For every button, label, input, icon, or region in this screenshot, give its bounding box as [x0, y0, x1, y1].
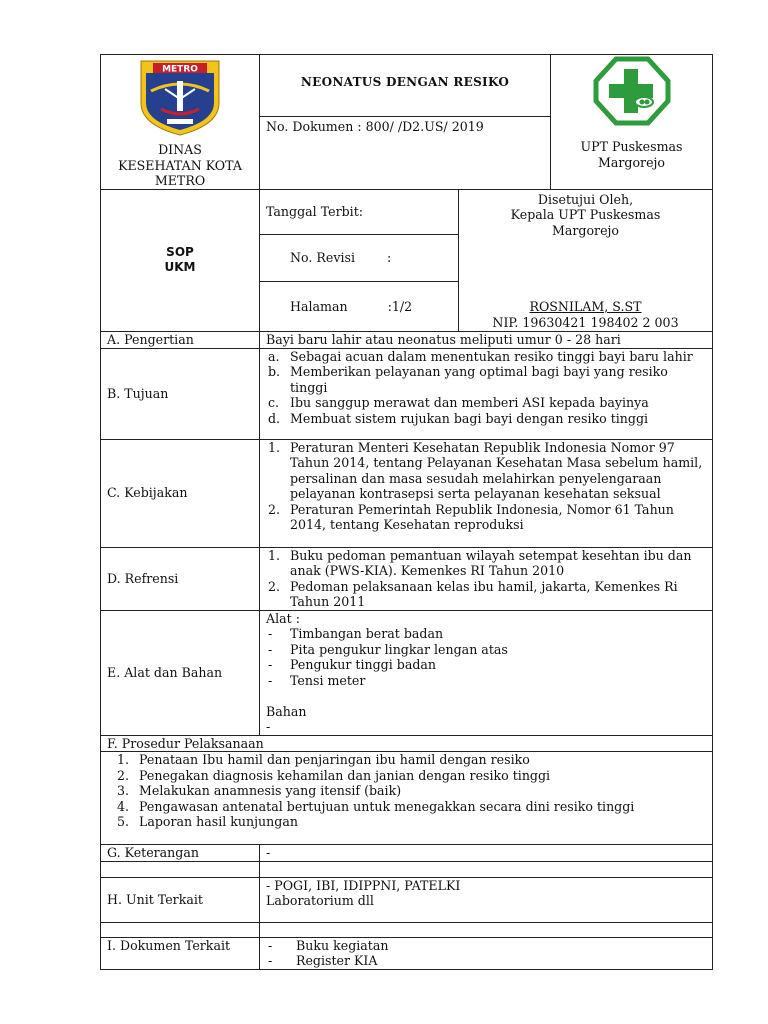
- metro-badge-text: METRO: [162, 64, 198, 75]
- agency-cell: [101, 55, 260, 190]
- ukm-label: UKM: [164, 260, 196, 275]
- list-item: - Pengukur tinggi badan: [268, 657, 437, 672]
- prosedur-label: F. Prosedur Pelaksanaan: [101, 735, 713, 752]
- puskesmas-line: UPT Puskesmas: [580, 139, 683, 154]
- keterangan-label: G. Keterangan: [101, 845, 260, 862]
- kebijakan-list: [266, 440, 706, 533]
- unit-terkait-label: H. Unit Terkait: [101, 877, 260, 922]
- refrensi-list: [266, 548, 706, 610]
- list-item: b. Memberikan pelayanan yang optimal bagi bayi yang resiko tinggi: [268, 364, 668, 395]
- list-item: c. Ibu sanggup merawat dan memberi ASI kepada bayinya: [268, 395, 649, 410]
- list-item: d. Membuat sistem rujukan bagi bayi dengan resiko tinggi: [268, 410, 649, 426]
- doc-number: No. Dokumen : 800/ /D2.US/ 2019: [266, 119, 484, 135]
- tujuan-list: [266, 349, 706, 427]
- dokumen-terkait-cell: [260, 937, 713, 969]
- pengertian-text: Bayi baru lahir atau neonatus meliputi umur 0 - 28 hari: [260, 332, 713, 349]
- signer-nip: NIP. 19630421 198402 2 003: [492, 314, 679, 330]
- sop-document: [100, 54, 712, 970]
- alat-heading: Alat :: [266, 610, 300, 626]
- tanggal-terbit: Tanggal Terbit:: [266, 203, 363, 219]
- unit-terkait-line: - POGI, IBI, IDIPPNI, PATELKI: [266, 877, 461, 893]
- sop-label: SOP: [166, 244, 194, 259]
- dokumen-terkait-label: I. Dokumen Terkait: [101, 937, 260, 969]
- agency-line: KESEHATAN KOTA: [118, 157, 242, 173]
- keterangan-value: -: [260, 845, 713, 862]
- dokumen-terkait-list: [266, 938, 706, 969]
- list-item: 1. Peraturan Menteri Kesehatan Republik Indonesia Nomor 97 Tahun 2014, tentang Pelayanan Kesehatan Masa sebelum hamil, persalinan dan masa sesudah melahirkan penyelengaraan pelayanan kontrasepsi serta pelayanan kesehatan seksual: [268, 439, 703, 501]
- list-item: 1. Buku pedoman pemantuan wilayah setempat kesehtan ibu dan anak (PWS-KIA). Kemenkes RI Tahun 2010: [268, 547, 692, 578]
- list-item: - Timbangan berat badan: [268, 626, 444, 641]
- approval-line: Kepala UPT Puskesmas: [510, 207, 661, 222]
- sop-table: [100, 54, 713, 970]
- title-cell: [260, 55, 551, 117]
- bahan-heading: Bahan: [266, 703, 307, 719]
- list-item: 3. Melakukan anamnesis yang itensif (baik): [117, 783, 402, 798]
- list-item: 5. Laporan hasil kunjungan: [117, 814, 298, 829]
- list-item: 2. Peraturan Pemerintah Republik Indonesia, Nomor 61 Tahun 2014, tentang Kesehatan reproduksi: [268, 501, 674, 532]
- list-item: 2. Penegakan diagnosis kehamilan dan janian dengan resiko tinggi: [117, 767, 551, 783]
- alat-bahan-label: E. Alat dan Bahan: [101, 610, 260, 735]
- approval-cell: [459, 189, 713, 332]
- pengertian-label: A. Pengertian: [101, 332, 260, 349]
- unit-terkait-line: Laboratorium dll: [266, 893, 374, 908]
- tanggal-terbit-cell: [260, 189, 459, 234]
- bahan-dash: -: [266, 719, 271, 734]
- tujuan-label: B. Tujuan: [101, 348, 260, 439]
- list-item: 4. Pengawasan antenatal bertujuan untuk menegakkan secara dini resiko tinggi: [117, 798, 635, 814]
- metro-city-logo-icon: [137, 59, 223, 137]
- list-item: - Buku kegiatan: [268, 937, 389, 953]
- alat-bahan-cell: [260, 610, 713, 735]
- list-item: - Register KIA: [268, 953, 378, 968]
- list-item: 2. Pedoman pelaksanaan kelas ibu hamil, jakarta, Kemenkes Ri Tahun 2011: [268, 578, 678, 609]
- list-item: 1. Penataan Ibu hamil dan penjaringan ibu hamil dengan resiko: [117, 752, 530, 767]
- puskesmas-cell: [551, 55, 713, 190]
- kebijakan-label: C. Kebijakan: [101, 439, 260, 547]
- sop-cell: [101, 189, 260, 332]
- refrensi-label: D. Refrensi: [101, 547, 260, 610]
- no-revisi: No. Revisi :: [290, 250, 392, 265]
- halaman: Halaman :1/2: [290, 298, 413, 314]
- signer-name: ROSNILAM, S.ST: [529, 299, 642, 314]
- document-title: NEONATUS DENGAN RESIKO: [300, 74, 510, 89]
- agency-line: DINAS: [158, 142, 202, 157]
- puskesmas-line: Margorejo: [597, 154, 666, 170]
- list-item: - Tensi meter: [268, 672, 366, 688]
- halaman-cell: [260, 282, 459, 332]
- prosedur-list: [115, 752, 698, 830]
- refrensi-cell: [260, 547, 713, 610]
- approval-line: Disetujui Oleh,: [537, 191, 634, 207]
- unit-terkait-cell: [260, 877, 713, 922]
- list-item: - Pita pengukur lingkar lengan atas: [268, 641, 508, 657]
- list-item: a. Sebagai acuan dalam menentukan resiko tinggi bayi baru lahir: [268, 348, 693, 364]
- kebijakan-cell: [260, 439, 713, 547]
- prosedur-cell: [101, 752, 713, 845]
- no-revisi-cell: [260, 234, 459, 282]
- alat-list: [266, 626, 706, 688]
- agency-line: METRO: [154, 173, 206, 188]
- doc-number-cell: [260, 117, 551, 189]
- approval-line: Margorejo: [551, 222, 620, 238]
- puskesmas-logo-icon: [592, 55, 672, 127]
- tujuan-cell: [260, 348, 713, 439]
